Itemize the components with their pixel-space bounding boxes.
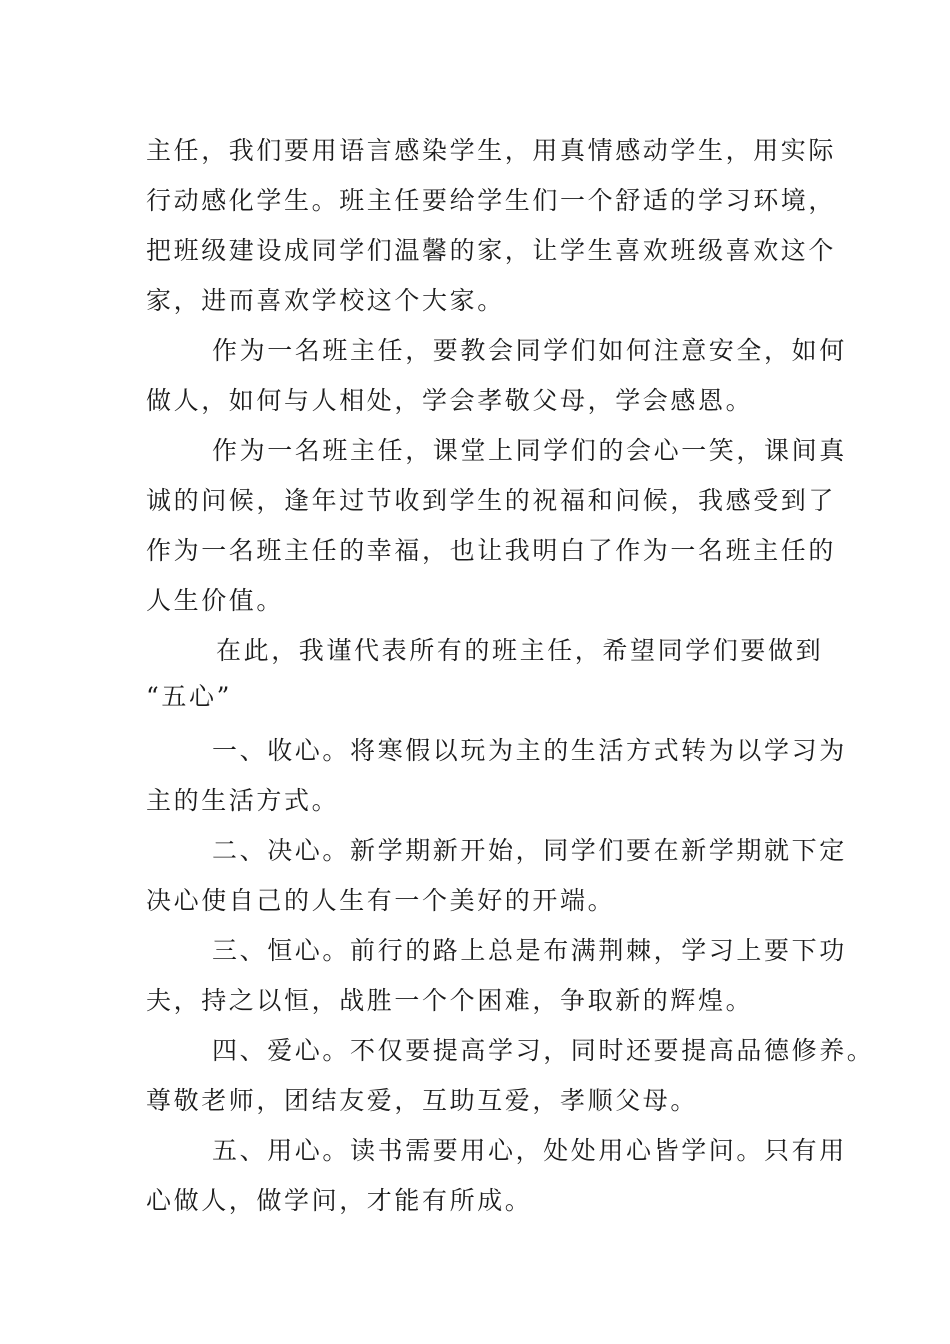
text-line: 作为一名班主任的幸福，也让我明白了作为一名班主任的 — [146, 536, 837, 565]
text-line: 心做人，做学问，才能有所成。 — [146, 1186, 533, 1215]
list-item-yongxin: 五、用心。读书需要用心，处处用心皆学问。只有用 — [212, 1136, 847, 1165]
text-line: 主任，我们要用语言感染学生，用真情感动学生，用实际 — [146, 136, 837, 165]
text-line: 主的生活方式。 — [146, 786, 340, 815]
text-line: 做人，如何与人相处，学会孝敬父母，学会感恩。 — [146, 386, 754, 415]
text-line: “五心” — [146, 682, 232, 711]
paragraph-start-line: 作为一名班主任，课堂上同学们的会心一笑，课间真 — [212, 436, 847, 465]
list-item-hengxin: 三、恒心。前行的路上总是布满荆棘，学习上要下功 — [212, 936, 847, 965]
paragraph-start-line: 作为一名班主任，要教会同学们如何注意安全，如何 — [212, 336, 847, 365]
text-line: 夫，持之以恒，战胜一个个困难，争取新的辉煌。 — [146, 986, 754, 1015]
text-line: 诚的问候，逢年过节收到学生的祝福和问候，我感受到了 — [146, 486, 837, 515]
text-line: 家，进而喜欢学校这个大家。 — [146, 286, 505, 315]
text-line: 行动感化学生。班主任要给学生们一个舒适的学习环境， — [146, 186, 837, 215]
list-item-juexin: 二、决心。新学期新开始，同学们要在新学期就下定 — [212, 836, 847, 865]
paragraph-start-line: 在此，我谨代表所有的班主任，希望同学们要做到 — [216, 636, 824, 665]
text-line: 尊敬老师，团结友爱，互助互爱，孝顺父母。 — [146, 1086, 699, 1115]
text-line: 把班级建设成同学们温馨的家，让学生喜欢班级喜欢这个 — [146, 236, 837, 265]
text-line: 决心使自己的人生有一个美好的开端。 — [146, 886, 616, 915]
list-item-aixin: 四、爱心。不仅要提高学习，同时还要提高品德修养。 — [212, 1036, 875, 1065]
list-item-shouxin: 一、收心。将寒假以玩为主的生活方式转为以学习为 — [212, 736, 847, 765]
text-line: 人生价值。 — [146, 586, 285, 615]
